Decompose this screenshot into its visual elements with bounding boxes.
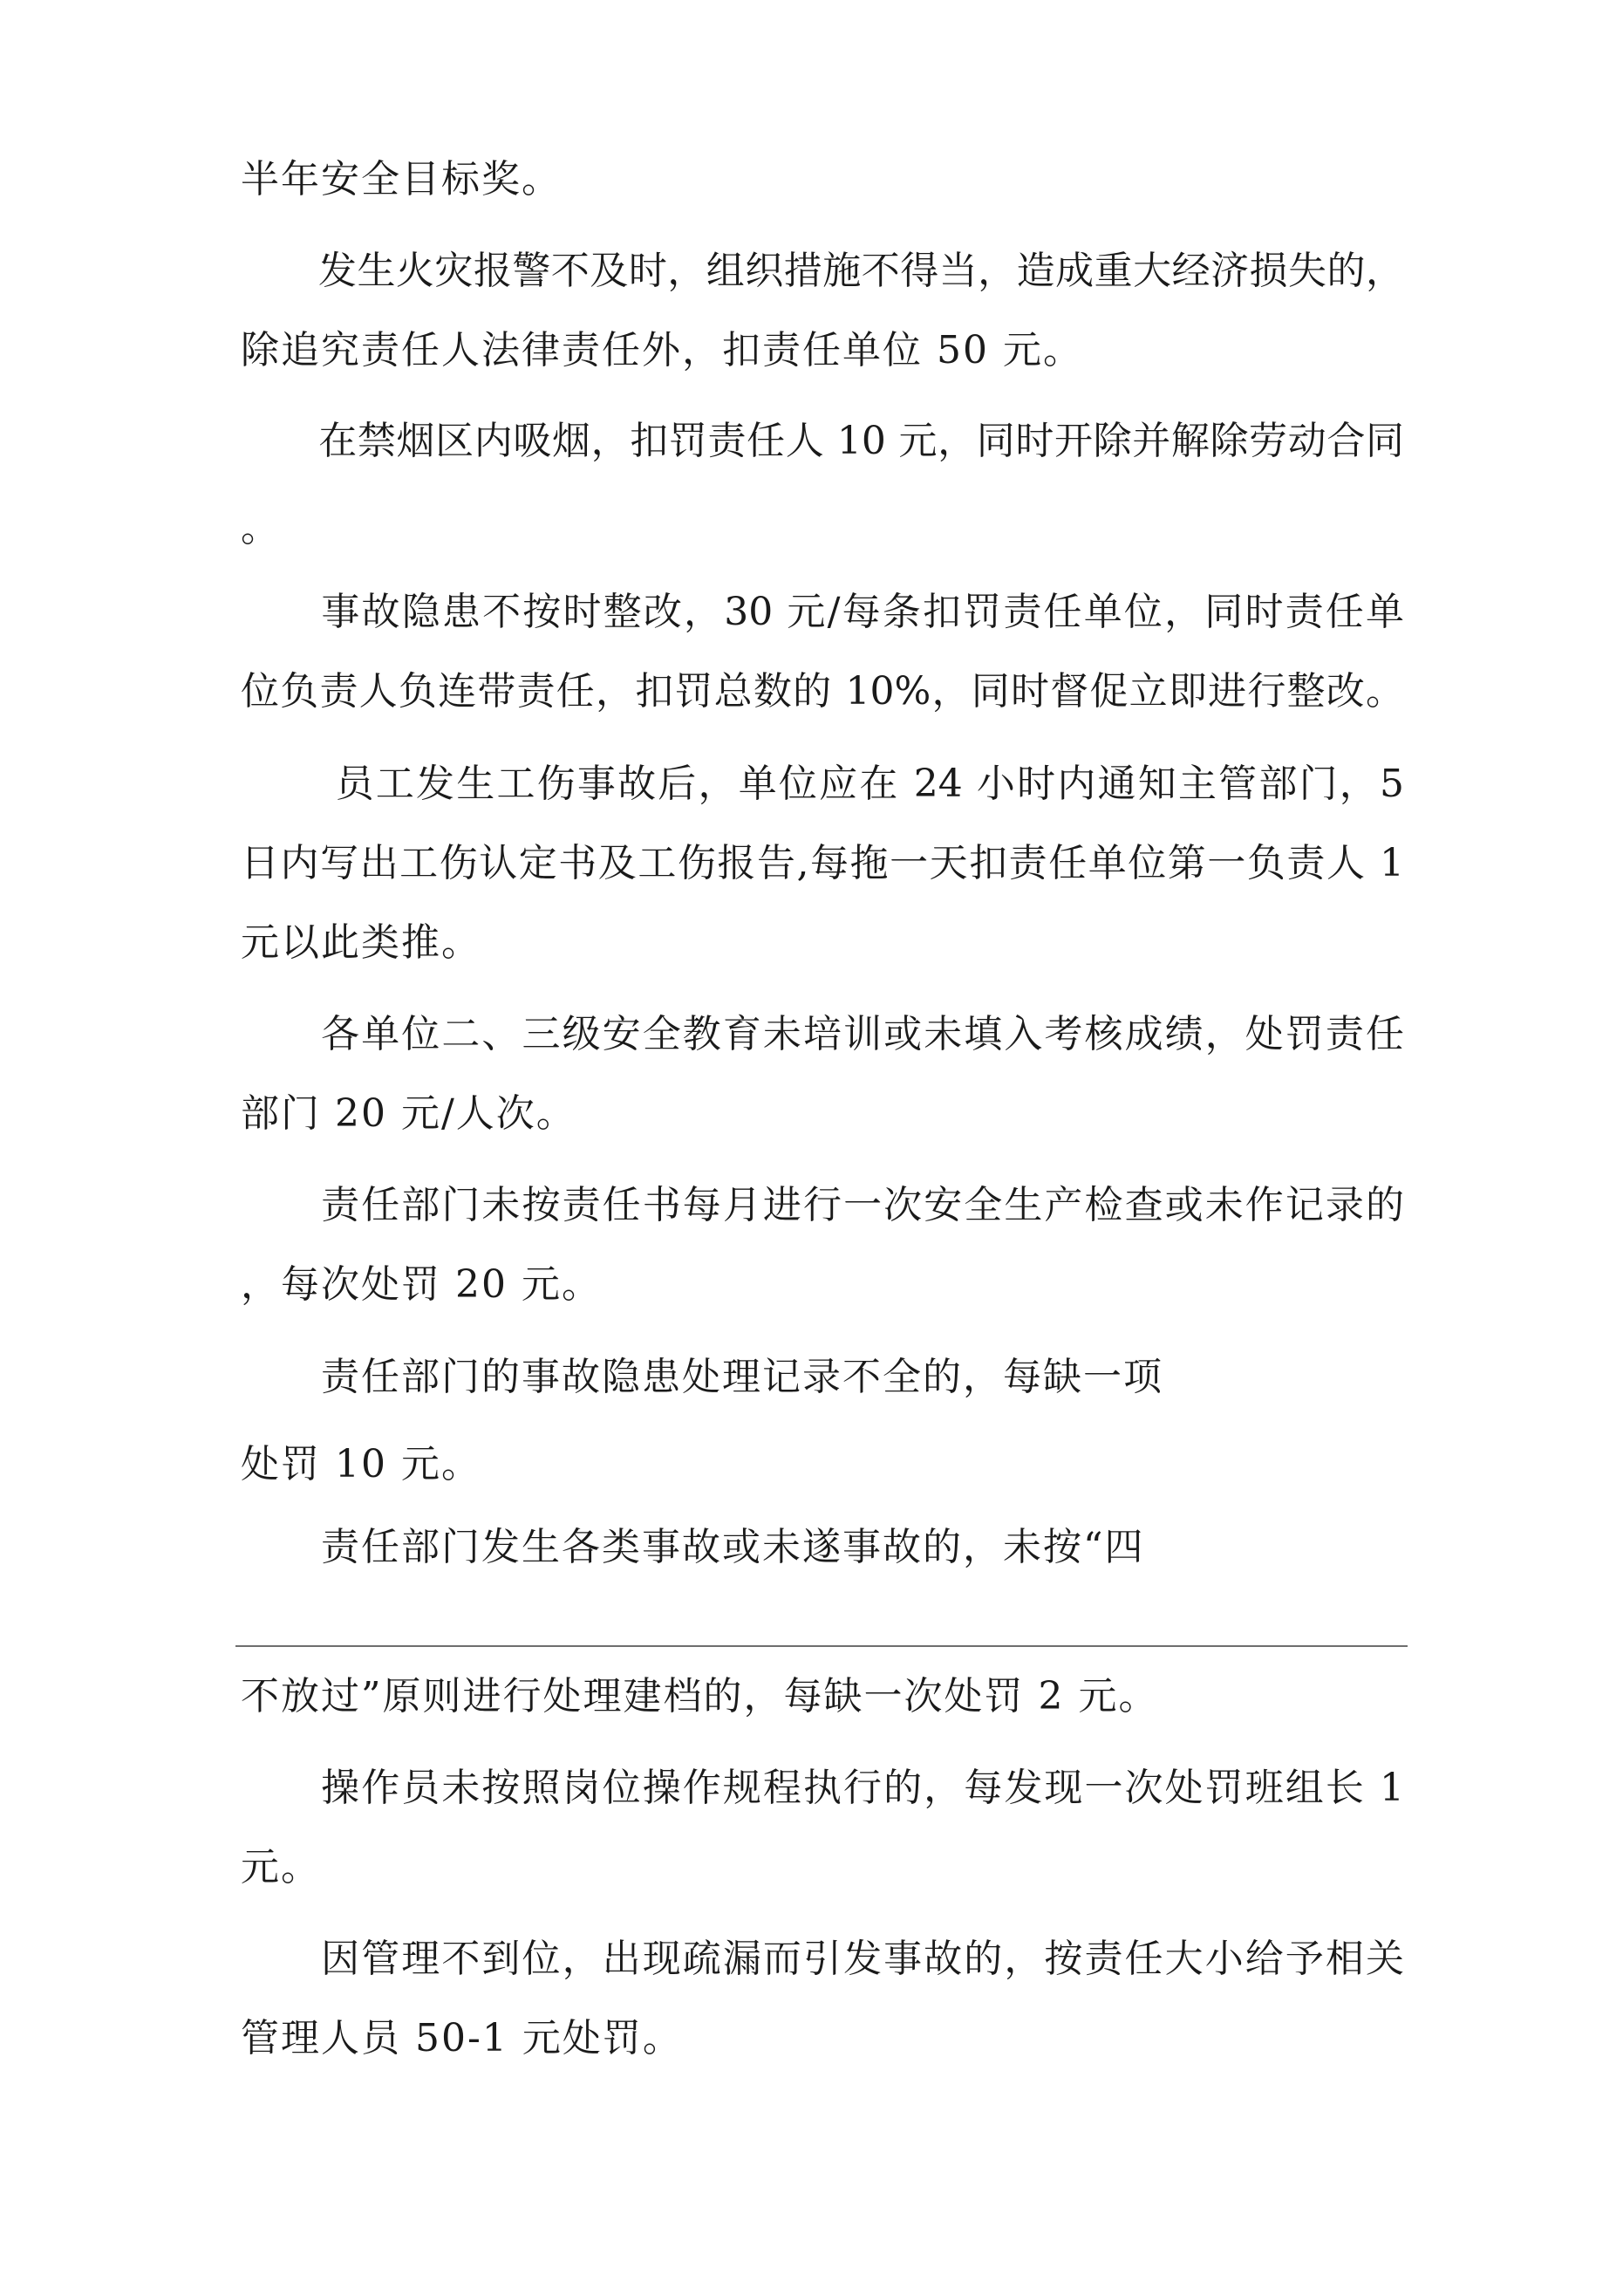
text-line: 在禁烟区内吸烟，扣罚责任人 10 元，同时开除并解除劳动合同 — [241, 419, 1404, 463]
text-line: 除追究责任人法律责任外，扣责任单位 50 元。 — [241, 328, 1083, 372]
text-line: 责任部门发生各类事故或未遂事故的，未按“四 — [241, 1525, 1145, 1569]
text-line: 各单位二、三级安全教育未培训或未填入考核成绩，处罚责任 — [241, 1012, 1404, 1056]
text-line: 。 — [241, 506, 281, 550]
text-line: 处罚 10 元。 — [241, 1442, 481, 1486]
text-line: 事故隐患不按时整改，30 元/每条扣罚责任单位，同时责任单 — [241, 590, 1404, 634]
text-line: 管理人员 50-1 元处罚。 — [241, 2016, 683, 2060]
text-line: 因管理不到位，出现疏漏而引发事故的，按责任大小给予相关 — [241, 1937, 1404, 1981]
text-line: 半年安全目标奖。 — [241, 157, 562, 202]
text-line: 元。 — [241, 1845, 321, 1889]
text-line: 日内写出工伤认定书及工伤报告,每拖一天扣责任单位第一负责人 1 — [241, 841, 1404, 885]
text-line: 操作员未按照岗位操作规程执行的，每发现一次处罚班组长 1 — [241, 1766, 1404, 1810]
page-divider — [235, 1645, 1408, 1647]
text-line: 不放过”原则进行处理建档的，每缺一次处罚 2 元。 — [241, 1674, 1159, 1719]
text-line: 部门 20 元/人次。 — [241, 1091, 576, 1136]
text-line: 发生火灾报警不及时，组织措施不得当，造成重大经济损失的， — [241, 249, 1404, 293]
text-line: 员工发生工伤事故后，单位应在 24 小时内通知主管部门，5 — [241, 762, 1404, 806]
text-line: 位负责人负连带责任，扣罚总数的 10%，同时督促立即进行整改。 — [241, 669, 1404, 714]
text-line: 元以此类推。 — [241, 920, 481, 965]
text-line: ，每次处罚 20 元。 — [241, 1262, 602, 1307]
text-line: 责任部门未按责任书每月进行一次安全生产检查或未作记录的 — [241, 1183, 1404, 1227]
text-line: 责任部门的事故隐患处理记录不全的，每缺一项 — [241, 1355, 1163, 1399]
